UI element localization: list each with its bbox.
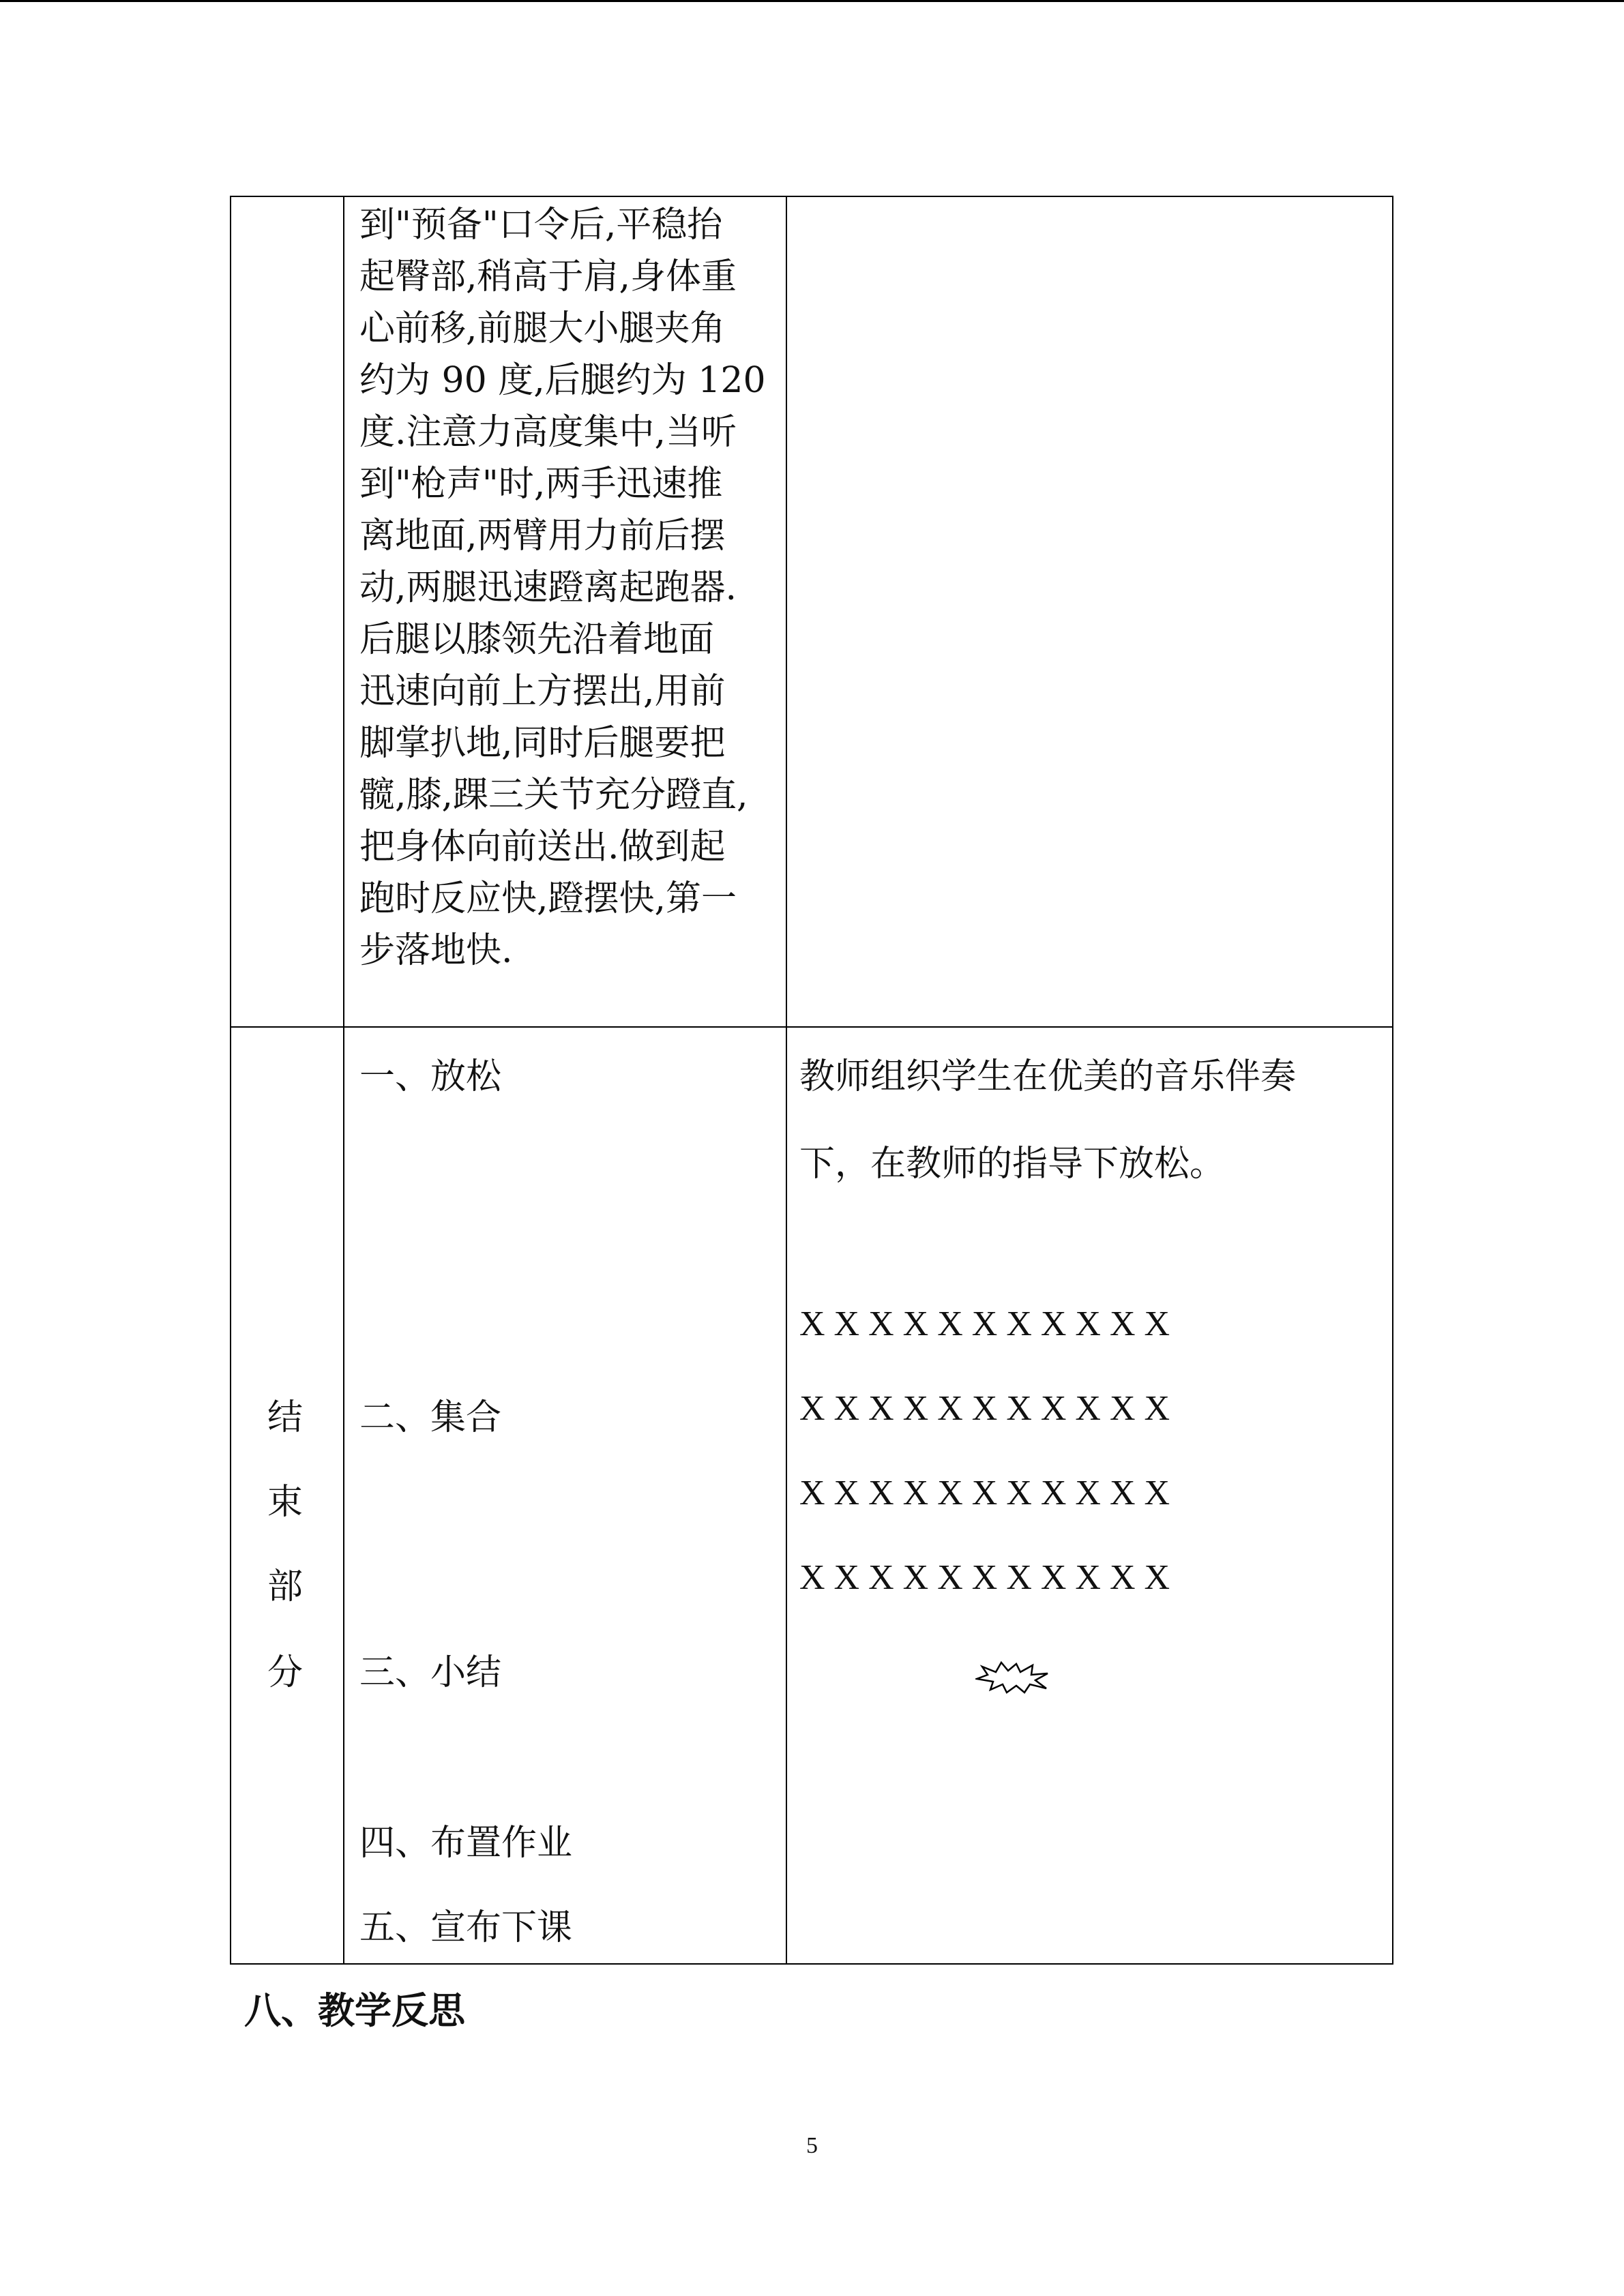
item-dismiss: 五、宣布下课 — [359, 1907, 573, 1948]
table-bottom-border — [230, 1963, 1393, 1965]
content-line: 脚掌扒地,同时后腿要把 — [359, 723, 726, 764]
content-line: 度.注意力高度集中,当听 — [359, 412, 737, 453]
content-line: 心前移,前腿大小腿夹角 — [359, 308, 726, 349]
item-homework: 四、布置作业 — [359, 1823, 573, 1864]
content-line: 起臀部,稍高于肩,身体重 — [359, 256, 737, 297]
table-left-border — [230, 196, 231, 1965]
row-divider — [230, 1026, 1393, 1028]
content-line: 迅速向前上方摆出,用前 — [359, 671, 726, 712]
section-heading: 八、教学反思 — [244, 1988, 465, 2032]
table-right-border — [1392, 196, 1393, 1965]
formation-row: X X X X X X X X X X X — [799, 1389, 1170, 1428]
formation-row: X X X X X X X X X X X — [799, 1558, 1170, 1597]
section-label-char: 部 — [267, 1566, 304, 1607]
section-label-char: 结 — [267, 1397, 304, 1438]
burst-icon — [975, 1661, 1049, 1694]
organization-text-line: 教师组织学生在优美的音乐伴奏 — [799, 1056, 1297, 1097]
content-line: 后腿以膝领先沿着地面 — [359, 619, 715, 660]
content-line: 动,两腿迅速蹬离起跑器. — [359, 567, 737, 608]
content-line: 到"预备"口令后,平稳抬 — [359, 205, 723, 245]
content-line: 约为 90 度,后腿约为 120 — [359, 360, 766, 401]
item-summary: 三、小结 — [359, 1652, 502, 1693]
content-line: 步落地快. — [359, 930, 513, 971]
page-number: 5 — [806, 2133, 818, 2158]
section-label-char: 束 — [267, 1482, 304, 1523]
content-line: 跑时反应快,蹬摆快,第一 — [359, 878, 737, 919]
formation-row: X X X X X X X X X X X — [799, 1474, 1170, 1512]
content-line: 到"枪声"时,两手迅速推 — [359, 464, 723, 505]
formation-row: X X X X X X X X X X X — [799, 1304, 1170, 1343]
content-line: 髋,膝,踝三关节充分蹬直, — [359, 775, 748, 816]
item-relax: 一、放松 — [359, 1056, 502, 1097]
section-label-char: 分 — [267, 1652, 304, 1693]
content-line: 把身体向前送出.做到起 — [359, 826, 726, 867]
item-assemble: 二、集合 — [359, 1397, 502, 1438]
table-top-border — [230, 196, 1393, 197]
column-divider-2 — [786, 196, 787, 1965]
top-border — [0, 0, 1624, 2]
column-divider-1 — [343, 196, 344, 1965]
organization-text-line: 下，在教师的指导下放松。 — [799, 1144, 1226, 1184]
content-line: 离地面,两臂用力前后摆 — [359, 516, 726, 556]
